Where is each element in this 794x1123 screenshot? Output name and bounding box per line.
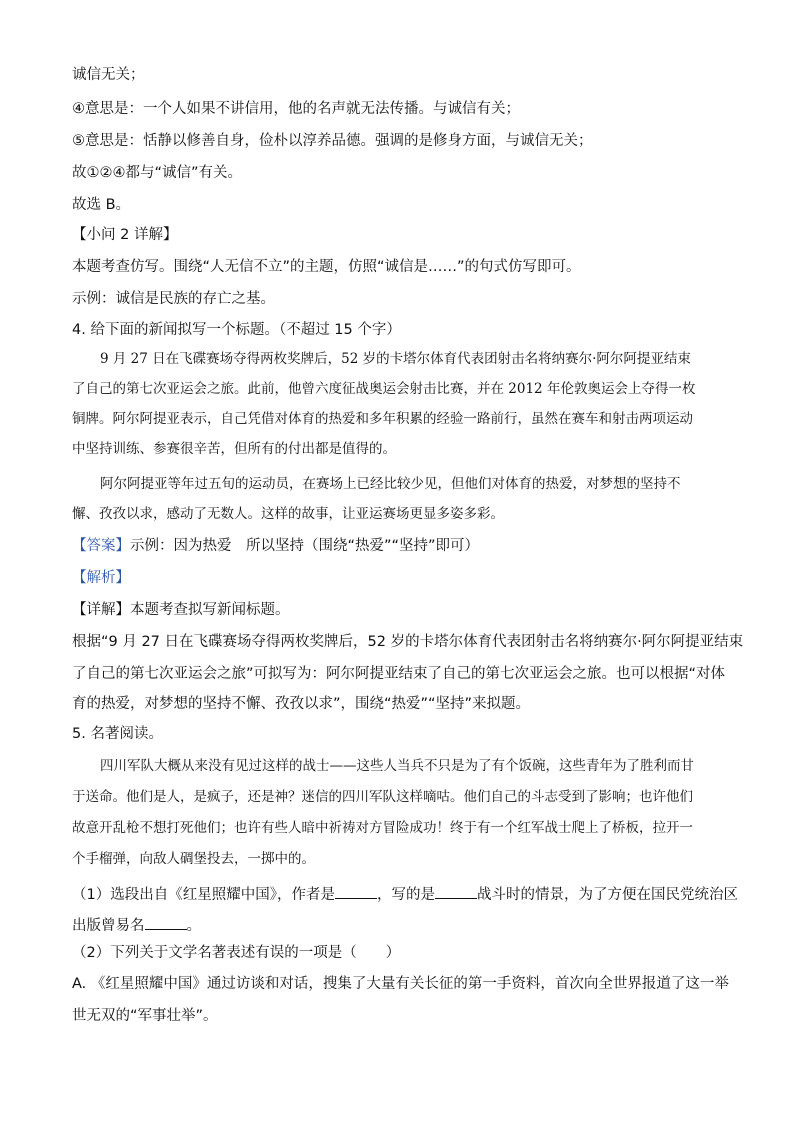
subquestion-1-cont: 出版曾易名 。: [72, 915, 201, 935]
news-line: 阿尔阿提亚等年过五旬的运动员，在赛场上已经比较少见，但他们对体育的热爱，对梦想的坚持不: [100, 476, 681, 492]
text-line: 故①②④都与“诚信”有关。: [72, 165, 243, 181]
text-line: ④意思是：一个人如果不讲信用，他的名声就无法传播。与诚信有关；: [72, 101, 520, 117]
detail-text: 本题考查拟写新闻标题。: [130, 602, 290, 618]
excerpt-line: 于送命。他们是人，是疯子，还是神？迷信的四川军队这样嘀咕。他们自己的斗志受到了影响；也许他们: [72, 789, 693, 805]
detail-tag: 【详解】: [72, 602, 130, 618]
subquestion-1: （1）选段出自《红星照耀中国》，作者是 ，写的是 战斗时的情景，为了方便在国民党统治区: [72, 884, 738, 904]
excerpt-line: 故意开乱枪不想打死他们；也许有些人暗中祈祷对方冒险成功！终于有一个红军战士爬上了桥板，拉开一: [72, 820, 693, 836]
excerpt-line: 四川军队大概从来没有见过这样的战士——这些人当兵不只是为了有个饭碗，这些青年为了胜利而甘: [100, 758, 694, 774]
text-line: 了自己的第七次亚运会之旅”可拟写为：阿尔阿提亚结束了自己的第七次亚运会之旅。也可以根据“对体: [72, 666, 726, 682]
text-line: 示例：诚信是民族的存亡之基。: [72, 291, 275, 307]
option-a: A. 《红星照耀中国》通过访谈和对话，搜集了大量有关长征的第一手资料，首次向全世界报道了这一举: [72, 976, 729, 992]
answer-blank: [145, 915, 187, 930]
option-a-cont: 世无双的“军事壮举”。: [72, 1008, 218, 1024]
answer-tag: 【答案】: [72, 538, 130, 554]
text-line: 故选 B。: [72, 197, 131, 213]
news-line: 了自己的第七次亚运会之旅。此前，他曾六度征战奥运会射击比赛，并在 2012 年伦敦奥运会上夺得一枚: [72, 381, 696, 397]
news-line: 9 月 27 日在飞碟赛场夺得两枚奖牌后，52 岁的卡塔尔体育代表团射击名将纳赛尔·阿尔阿提亚结束: [100, 351, 691, 367]
news-line: 中坚持训练、参赛很辛苦，但所有的付出都是值得的。: [72, 441, 396, 457]
text-line: ⑤意思是：恬静以修善自身，俭朴以淳养品德。强调的是修身方面，与诚信无关；: [72, 133, 593, 149]
subquestion-2: （2）下列关于文学名著表述有误的一项是（ ）: [72, 945, 401, 961]
section-heading: 【小问 2 详解】: [72, 227, 178, 243]
news-line: 铜牌。阿尔阿提亚表示，自己凭借对体育的热爱和多年积累的经验一路前行，虽然在赛车和射击两项运动: [72, 411, 693, 427]
question-5: 5. 名著阅读。: [72, 726, 163, 742]
text-line: 根据“9 月 27 日在飞碟赛场夺得两枚奖牌后，52 岁的卡塔尔体育代表团射击名将纳赛尔·阿尔阿提亚结束: [72, 634, 744, 650]
question-4: 4. 给下面的新闻拟写一个标题。（不超过 15 个字）: [72, 322, 401, 338]
answer-line: [72, 537, 479, 555]
text-line: 本题考查仿写。围绕“人无信不立”的主题，仿照“诚信是……”的句式仿写即可。: [72, 259, 581, 275]
text-line: 育的热爱，对梦想的坚持不懈、孜孜以求”，围绕“热爱”“坚持”来拟题。: [72, 696, 531, 712]
detail-line: [72, 601, 290, 619]
analysis-tag: 【解析】: [72, 570, 130, 586]
text-line: 诚信无关；: [72, 67, 145, 83]
answer-text: 示例：因为热爱 所以坚持（围绕“热爱”“坚持”即可）: [130, 538, 480, 554]
news-line: 懈、孜孜以求，感动了无数人。这样的故事，让亚运赛场更显多姿多彩。: [72, 506, 504, 522]
answer-blank: [335, 884, 377, 899]
excerpt-line: 个手榴弹，向敌人碉堡投去，一掷中的。: [72, 851, 315, 867]
answer-blank: [435, 884, 477, 899]
